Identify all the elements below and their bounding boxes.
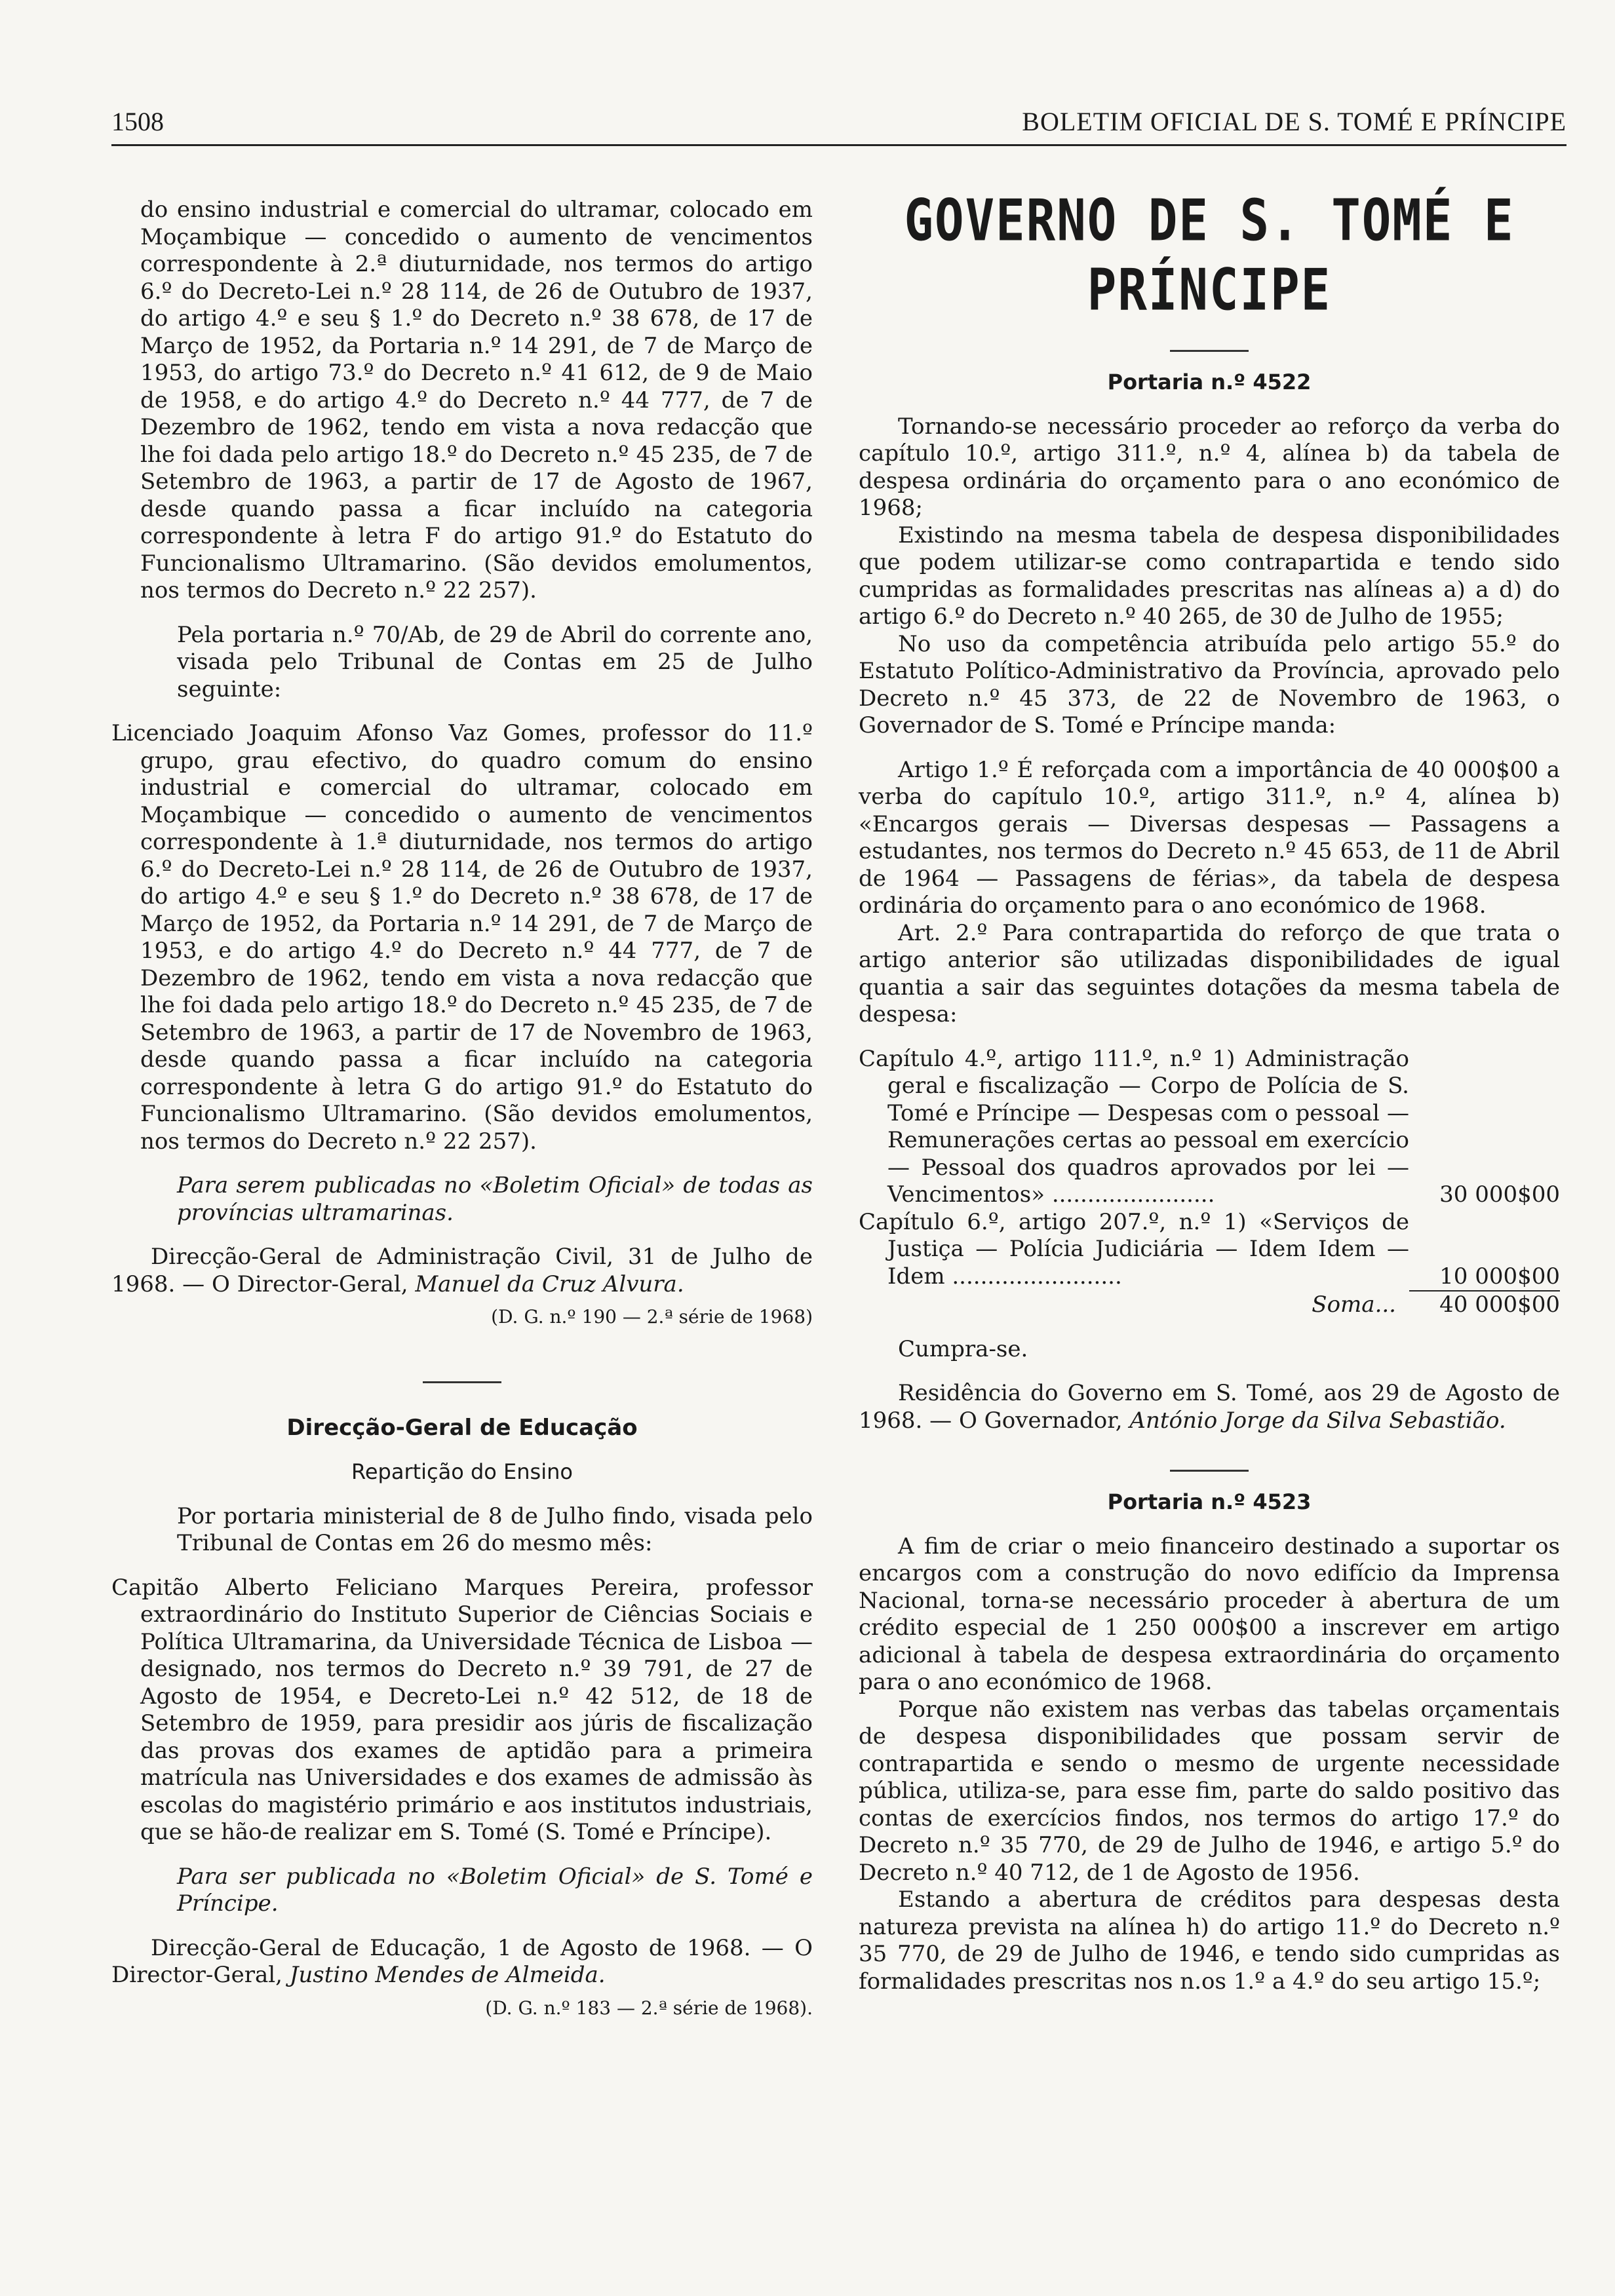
paragraph-alberto-pereira: Capitão Alberto Feliciano Marques Pereira, professor extraordinário do Instituto Superior de Ciências Sociais e Política Ultramarina, da Universidade Técnica de Lisboa — designado, nos termos do Decreto n.º 39 791, de 27 de Agosto de 1954, e Decreto-Lei n.º 42 512, de 18 de Setembro de 1959, para presidir aos júris de fiscalização das provas dos exames de aptidão para a primeira matrícula nas Universidades e dos exames de admissão às escolas do magistério primário e aos institutos industriais, que se hão-de realizar em S. Tomé (S. Tomé e Príncipe). [111, 1574, 813, 1845]
section-divider [423, 1366, 501, 1379]
paragraph-credito-especial: A fim de criar o meio financeiro destinado a suportar os encargos com a construção do novo edifício da Imprensa Nacional, torna-se necessário proceder à abertura de um crédito especial de 1 250 000$00 a inscrever em artigo adicional à tabela de despesa extraordinária do orçamento para o ano económico de 1968. [859, 1533, 1560, 1695]
paragraph-competencia: No uso da competência atribuída pelo artigo 55.º do Estatuto Político-Administrativo da Província, aprovado pelo Decreto n.º 45 373, de 22 de Novembro de 1963, o Governador de S. Tomé e Príncipe manda: [859, 630, 1560, 738]
portaria-4522-heading: Portaria n.º 4522 [1107, 370, 1312, 394]
source-reference: (D. G. n.º 183 — 2.ª série de 1968). [485, 1997, 813, 2019]
paragraph-artigo-1: Artigo 1.º É reforçada com a importância de 40 000$00 a verba do capítulo 10.º, artigo 311.º, n.º 4, alínea b) «Encargos gerais — Diversas despesas — Passagens a estudantes, nos termos do Decreto n.º 45 653, de 11 de Abril de 1964 — Passagens de férias», da tabela de despesa ordinária do orçamento para o ano económico de 1968. [859, 756, 1560, 919]
cumpra-se: Cumpra-se. [898, 1335, 1028, 1362]
source-reference: (D. G. n.º 190 — 2.ª série de 1968) [491, 1306, 813, 1328]
paragraph-disponibilidades: Existindo na mesma tabela de despesa disponibilidades que podem utilizar-se como contrapartida e tendo sido cumpridas as formalidades prescritas nas alíneas a) a d) do artigo 6.º do Decreto n.º 40 265, de 30 de Julho de 1955; [859, 522, 1560, 630]
paragraph-reforco: Tornando-se necessário proceder ao reforço da verba do capítulo 10.º, artigo 311.º, n.º 4, alínea b) da tabela de despesa ordinária do orçamento para o ano económico de 1968; [859, 413, 1560, 521]
section-heading-educacao: Direcção-Geral de Educação [286, 1414, 638, 1441]
budget-total: Soma... 40 000$00 [1312, 1292, 1560, 1318]
paragraph-portaria-intro: Pela portaria n.º 70/Ab, de 29 de Abril do corrente ano, visada pelo Tribunal de Contas em 25 de Julho seguinte: [177, 621, 813, 702]
paragraph-joaquim-gomes: Licenciado Joaquim Afonso Vaz Gomes, professor do 11.º grupo, grau efectivo, do quadro comum do ensino industrial e comercial do ultramar, colocado em Moçambique — concedido o aumento de vencimentos correspondente à 1.ª diuturnidade, nos termos do artigo 6.º do Decreto-Lei n.º 28 114, de 26 de Outubro de 1937, do artigo 4.º e seu § 1.º do Decreto n.º 38 678, de 17 de Março de 1952, da Portaria n.º 14 291, de 7 de Março de 1953, e do artigo 4.º do Decreto n.º 44 777, de 7 de Dezembro de 1962, tendo em vista a nova redacção que lhe foi dada pelo artigo 18.º do Decreto n.º 45 235, de 7 de Setembro de 1963, a partir de 17 de Novembro de 1963, desde quando passa a ficar incluído na categoria correspondente à letra G do artigo 91.º do Estatuto do Funcionalismo Ultramarino. (São devidos emolumentos, nos termos do Decreto n.º 22 257). [111, 720, 813, 1155]
signatory-name: António Jorge da Silva Sebastião. [1129, 1407, 1506, 1434]
amount: 10 000$00 [1439, 1263, 1560, 1290]
subheading-ensino: Repartição do Ensino [351, 1459, 573, 1484]
paragraph-portaria-ministerial: Por portaria ministerial de 8 de Julho findo, visada pelo Tribunal de Contas em 26 do mesmo mês: [177, 1502, 813, 1556]
paragraph-continuation: do ensino industrial e comercial do ultramar, colocado em Moçambique — concedido o aumento de vencimentos correspondente à 2.ª diuturnidade, nos termos do artigo 6.º do Decreto-Lei n.º 28 114, de 26 de Outubro de 1937, do artigo 4.º e seu § 1.º do Decreto n.º 38 678, de 17 de Março de 1952, da Portaria n.º 14 291, de 7 de Março de 1953, do artigo 73.º do Decreto n.º 41 612, de 9 de Maio de 1958, e do artigo 4.º do Decreto n.º 44 777, de 7 de Dezembro de 1962, tendo em vista a nova redacção que lhe foi dada pelo artigo 18.º do Decreto n.º 45 235, de 7 de Setembro de 1963, a partir de 17 de Agosto de 1967, desde quando passa a ficar incluído na categoria correspondente à letra F do artigo 91.º do Estatuto do Funcionalismo Ultramarino. (São devidos emolumentos, nos termos do Decreto n.º 22 257). [140, 197, 813, 603]
paragraph-abertura-creditos: Estando a abertura de créditos para despesas desta natureza prevista na alínea h) do artigo 11.º do Decreto n.º 35 770, de 29 de Julho de 1946, e tendo sido cumpridas as formalidades prescritas nos n.os 1.º a 4.º do seu artigo 15.º; [859, 1886, 1560, 1995]
signatory-name: Justino Mendes de Almeida. [289, 1962, 606, 1988]
signature-line-educacao: Direcção-Geral de Educação, 1 de Agosto de 1968. — O Director-Geral, Justino Mendes de Almeida. [111, 1934, 813, 1988]
page-number: 1508 [111, 107, 164, 136]
signature-line-admin-civil: Direcção-Geral de Administração Civil, 31 de Julho de 1968. — O Director-Geral, Manuel da Cruz Alvura. [111, 1244, 813, 1297]
total-amount: 40 000$00 [1409, 1290, 1560, 1319]
signatory-name: Manuel da Cruz Alvura. [415, 1271, 684, 1297]
government-title: GOVERNO DE S. TOMÉ E PRÍNCIPE [904, 187, 1515, 324]
right-column [859, 187, 1560, 1995]
publication-title: BOLETIM OFICIAL DE S. TOMÉ E PRÍNCIPE [1022, 107, 1566, 136]
portaria-4523-heading: Portaria n.º 4523 [1107, 1489, 1312, 1514]
signature-line-governador: Residência do Governo em S. Tomé, aos 29 de Agosto de 1968. — O Governador, António Jorge da Silva Sebastião. [859, 1380, 1560, 1434]
publication-note: Para serem publicadas no «Boletim Oficial» de todas as províncias ultramarinas. [177, 1172, 813, 1226]
paragraph-artigo-2: Art. 2.º Para contrapartida do reforço de que trata o artigo anterior são utilizadas disponibilidades de igual quantia a sair das seguintes dotações da mesma tabela de despesa: [859, 919, 1560, 1027]
left-column [111, 197, 813, 2021]
paragraph-saldo-positivo: Porque não existem nas verbas das tabelas orçamentais de despesa disponibilidades que possam servir de contrapartida e sendo o mesmo de urgente necessidade pública, utiliza-se, para esse fim, parte do saldo positivo das contas de exercícios findos, nos termos do artigo 17.º do Decreto n.º 35 770, de 29 de Julho de 1946, e artigo 5.º do Decreto n.º 40 712, de 1 de Agosto de 1956. [859, 1696, 1560, 1886]
amount: 30 000$00 [1439, 1181, 1560, 1208]
publication-note-st: Para ser publicada no «Boletim Oficial» de S. Tomé e Príncipe. [177, 1863, 813, 1917]
budget-item-capitulo-4: Capítulo 4.º, artigo 111.º, n.º 1) Administração geral e fiscalização — Corpo de Polícia de S. Tomé e Príncipe — Despesas com o pessoal — Remunerações certas ao pessoal em exercício — Pessoal dos quadros aprovados por lei — Vencimentos» ....................... 30 000$00 [859, 1045, 1560, 1208]
budget-item-capitulo-6: Capítulo 6.º, artigo 207.º, n.º 1) «Serviços de Justiça — Polícia Judiciária — Idem Idem — Idem ........................ 10 000$00 [859, 1208, 1560, 1290]
running-header [111, 98, 1566, 146]
